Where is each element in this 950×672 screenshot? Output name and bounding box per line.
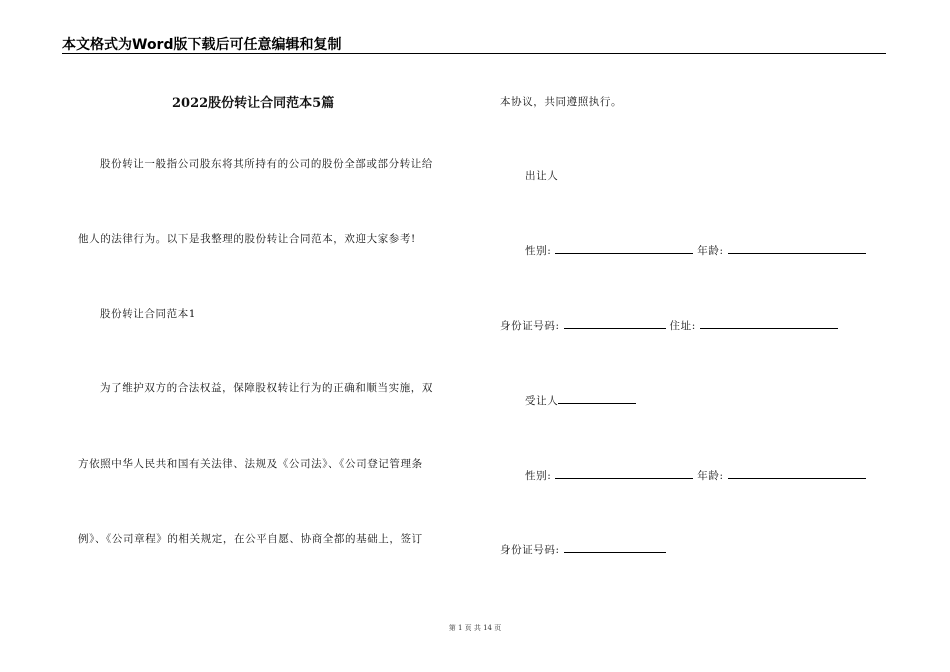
- transferor-gender-row: [525, 243, 866, 258]
- transferee-label: 受让人: [525, 395, 559, 407]
- header-text: 本文格式为Word版下载后可任意编辑和复制: [62, 37, 342, 53]
- address-label: 住址:: [669, 320, 696, 332]
- intro-line: 本协议，共同遵照执行。: [500, 96, 623, 108]
- id-blank[interactable]: [564, 318, 666, 329]
- transferor-id-row: [500, 318, 838, 333]
- transferor-label: 出让人: [525, 170, 559, 182]
- body-line-3: 为了维护双方的合法权益，保障股权转让行为的正确和顺当实施，双: [100, 382, 433, 394]
- body-line-1: 股份转让一般指公司股东将其所持有的公司的股份全部或部分转让给: [100, 158, 433, 170]
- age-label: 年龄:: [697, 245, 724, 257]
- transferee-gender-row: [525, 468, 866, 483]
- gender-blank-2[interactable]: [555, 468, 693, 479]
- page-footer: 第 1 页 共 14 页: [448, 624, 502, 632]
- gender-blank[interactable]: [555, 243, 693, 254]
- transferee-blank[interactable]: [558, 393, 636, 404]
- body-line-5: 例》、《公司章程》的相关规定，在公平自愿、协商全都的基础上，签订: [78, 533, 423, 545]
- body-line-2: 他人的法律行为。以下是我整理的股份转让合同范本，欢迎大家参考!: [78, 233, 416, 245]
- age-blank-2[interactable]: [728, 468, 866, 479]
- body-line-4: 方依照中华人民共和国有关法律、法规及《公司法》、《公司登记管理条: [78, 458, 423, 470]
- gender-label: 性别:: [525, 245, 552, 257]
- address-blank[interactable]: [700, 318, 838, 329]
- id-label-2: 身份证号码:: [500, 544, 560, 556]
- header-divider: [62, 53, 886, 54]
- gender-label-2: 性别:: [525, 470, 552, 482]
- transferee-id-row: [500, 542, 666, 557]
- id-blank-2[interactable]: [564, 542, 666, 553]
- document-title: 2022股份转让合同范本5篇: [172, 96, 335, 111]
- age-label-2: 年龄:: [697, 470, 724, 482]
- age-blank[interactable]: [728, 243, 866, 254]
- section-heading: 股份转让合同范本1: [100, 308, 197, 320]
- transferee-row: [525, 393, 636, 408]
- id-label: 身份证号码:: [500, 320, 560, 332]
